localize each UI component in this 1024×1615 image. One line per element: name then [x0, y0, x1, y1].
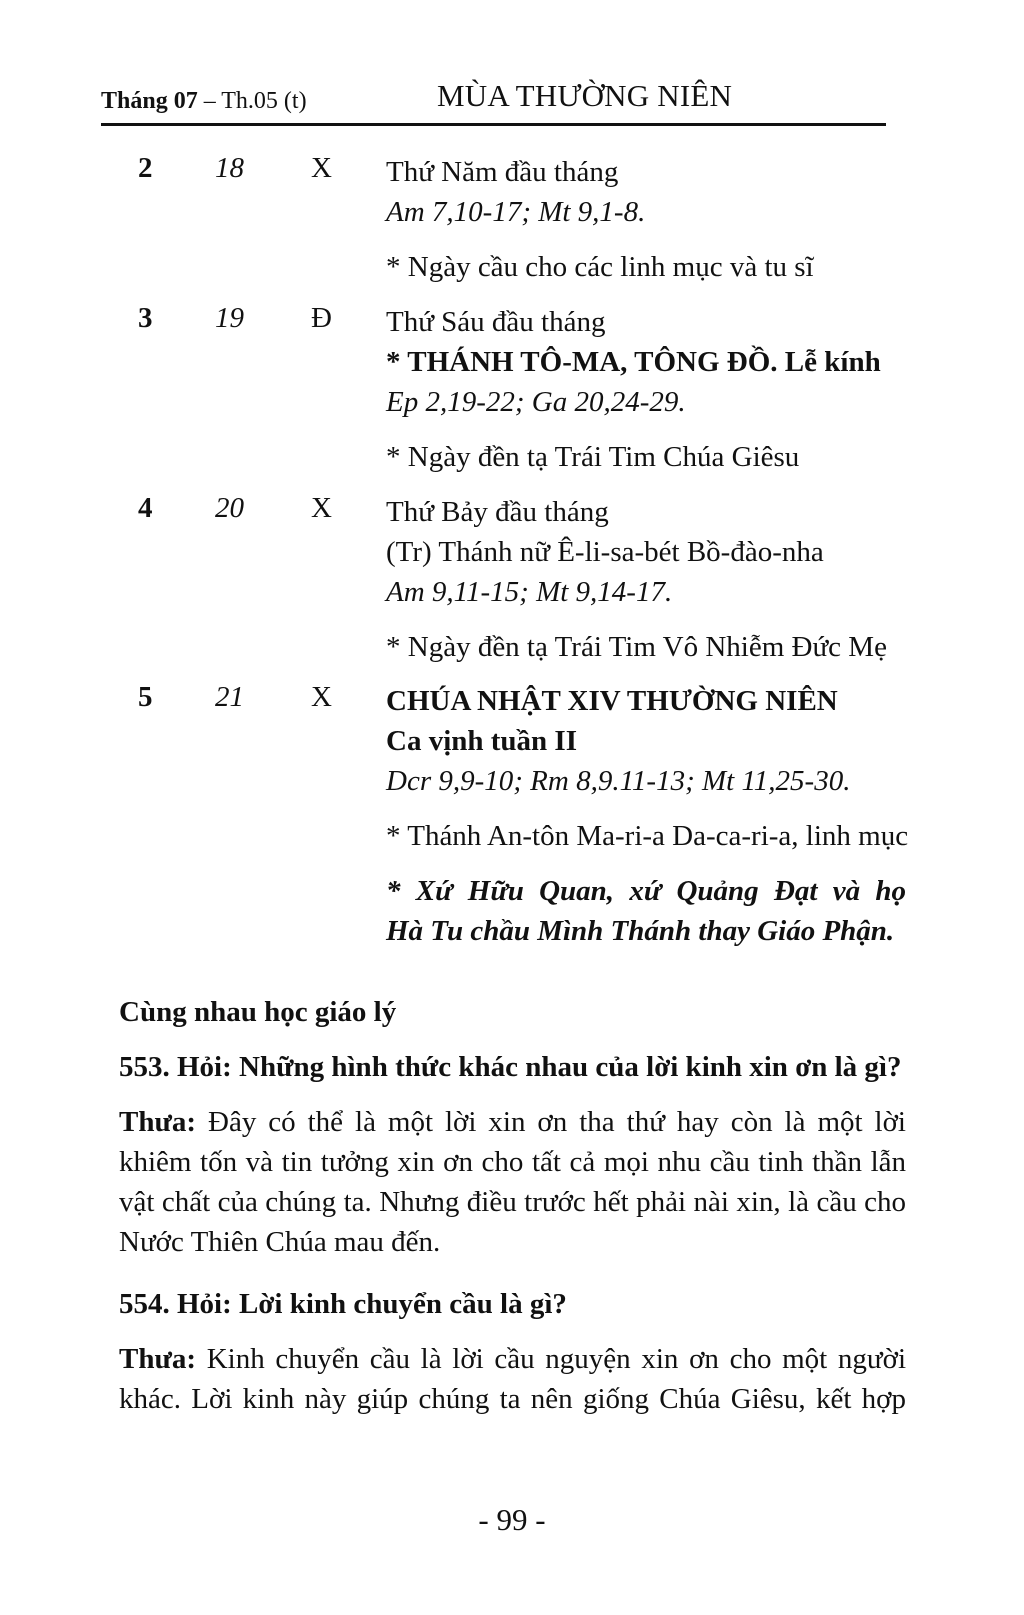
entry-weekday: Thứ Năm đầu tháng — [386, 156, 619, 188]
page-header — [101, 78, 885, 118]
answer-554 — [119, 1339, 906, 1419]
entry-liturgical-color: X — [311, 152, 332, 184]
entry-day: 3 — [138, 302, 153, 334]
entry-psalter: Ca vịnh tuần II — [386, 725, 577, 757]
answer-label: Thưa: — [119, 1343, 197, 1375]
question-553: 553. Hỏi: Những hình thức khác nhau của lời kinh xin ơn là gì? — [119, 1051, 902, 1083]
entry-readings: Am 7,10-17; Mt 9,1-8. — [386, 196, 646, 228]
entry-day: 4 — [138, 492, 153, 524]
entry-special-line-2: Hà Tu chầu Mình Thánh thay Giáo Phận. — [386, 915, 895, 947]
entry-lunar-day: 20 — [215, 492, 244, 524]
entry-readings: Ep 2,19-22; Ga 20,24-29. — [386, 386, 686, 418]
header-title: MÙA THƯỜNG NIÊN — [437, 78, 733, 113]
answer-label: Thưa: — [119, 1106, 197, 1138]
answer-text: Đây có thể là một lời xin ơn tha thứ hay còn là một lời khiêm tốn và tin tưởng xin ơn cho tất cả mọi nhu cầu tinh thần lẫn vật chất của chúng ta. Nhưng điều trước hết phải nài xin, là cầu cho Nước Thiên Chúa mau đến. — [119, 1106, 906, 1258]
entry-weekday: Thứ Sáu đầu tháng — [386, 306, 606, 338]
entry-lunar-day: 18 — [215, 152, 244, 184]
entry-feast: * THÁNH TÔ-MA, TÔNG ĐỒ. Lễ kính — [386, 346, 881, 378]
entry-note: * Thánh An-tôn Ma-ri-a Da-ca-ri-a, linh mục — [386, 820, 909, 852]
entry-liturgical-color: X — [311, 681, 332, 713]
catechism-section — [119, 992, 906, 1419]
entry-lunar-day: 19 — [215, 302, 244, 334]
entry-lunar-day: 21 — [215, 681, 244, 713]
entry-liturgical-color: X — [311, 492, 332, 524]
entry-memorial: (Tr) Thánh nữ Ê-li-sa-bét Bồ-đào-nha — [386, 536, 824, 568]
entry-day: 5 — [138, 681, 153, 713]
entry-note: * Ngày đền tạ Trái Tim Vô Nhiễm Đức Mẹ — [386, 631, 887, 663]
entry-note: * Ngày đền tạ Trái Tim Chúa Giêsu — [386, 441, 800, 473]
entry-sunday-title: CHÚA NHẬT XIV THƯỜNG NIÊN — [386, 685, 838, 717]
entry-readings: Am 9,11-15; Mt 9,14-17. — [386, 576, 673, 608]
entry-special-line-1: * Xứ Hữu Quan, xứ Quảng Đạt và họ — [386, 875, 906, 907]
entry-note: * Ngày cầu cho các linh mục và tu sĩ — [386, 251, 814, 283]
entry-liturgical-color: Đ — [311, 302, 332, 334]
header-month-label: Tháng 07 — [101, 88, 198, 114]
header-sub-label: – Th.05 (t) — [197, 88, 307, 114]
answer-text: Kinh chuyển cầu là lời cầu nguyện xin ơn cho một người khác. Lời kinh này giúp chúng ta nên giống Chúa Giêsu, kết hợp — [119, 1343, 906, 1415]
entry-day: 2 — [138, 152, 153, 184]
catechism-title: Cùng nhau học giáo lý — [119, 996, 397, 1028]
header-rule — [101, 123, 886, 126]
question-554: 554. Hỏi: Lời kinh chuyển cầu là gì? — [119, 1288, 567, 1320]
entry-weekday: Thứ Bảy đầu tháng — [386, 496, 609, 528]
answer-553 — [119, 1102, 906, 1262]
entry-readings: Dcr 9,9-10; Rm 8,9.11-13; Mt 11,25-30. — [386, 765, 851, 797]
page-number: - 99 - — [478, 1502, 546, 1537]
header-month — [101, 88, 307, 115]
